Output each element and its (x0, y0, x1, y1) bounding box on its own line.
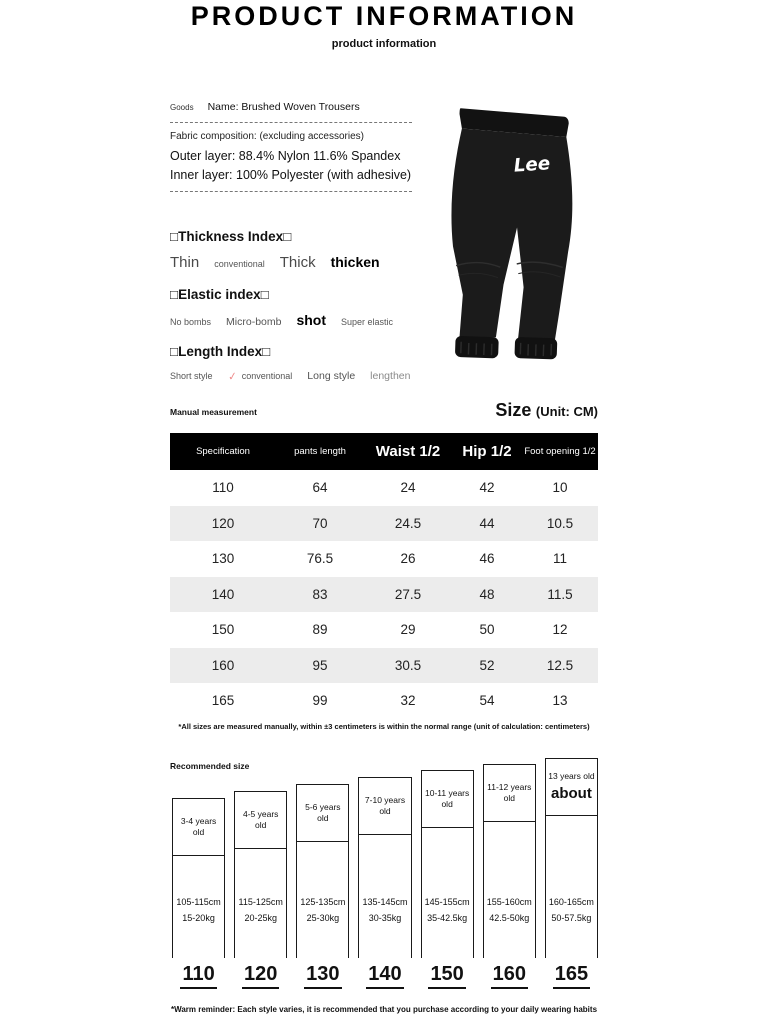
size-table (170, 433, 598, 719)
option-long-style: Long style (307, 370, 356, 382)
option-super-elastic: Super elastic (341, 317, 394, 327)
cell-hip: 44 (479, 515, 495, 531)
dashed-divider (170, 122, 412, 123)
size-number: 110 (172, 963, 225, 989)
age-label: 5-6 years old (305, 801, 341, 823)
size-label: Size (495, 400, 532, 420)
dashed-divider (170, 191, 412, 192)
cell-waist: 29 (400, 622, 416, 638)
weight-range: 50-57.5kg (551, 912, 592, 923)
height-range: 105-115cm (176, 897, 221, 908)
cell-spec: 150 (211, 622, 235, 638)
table-row (170, 470, 598, 506)
age-label: 3-4 years old (180, 815, 217, 837)
goods-name: Name: Brushed Woven Trousers (207, 101, 360, 113)
goods-name-line (170, 101, 412, 113)
size-unit-label (495, 400, 598, 421)
cell-hip: 42 (479, 480, 495, 496)
recommended-column (234, 791, 287, 958)
range-box (296, 842, 349, 958)
recommended-column (172, 798, 225, 958)
cell-spec: 165 (211, 693, 235, 709)
age-label: 4-5 years old (242, 808, 279, 830)
option-micro-bomb: Micro-bomb (226, 316, 282, 328)
cell-waist: 24 (400, 480, 416, 496)
option-lengthen: lengthen (370, 370, 411, 382)
elastic-index-title: □Elastic index□ (170, 287, 269, 302)
option-thin: Thin (170, 254, 200, 271)
selected-check-icon: ✓ (226, 370, 238, 384)
range-box (358, 835, 411, 958)
size-number: 120 (234, 963, 287, 989)
age-box (358, 777, 411, 835)
recommended-size-label: Recommended size (170, 761, 250, 771)
col-header-waist: Waist 1/2 (375, 443, 441, 460)
cell-spec: 160 (211, 657, 235, 673)
cell-length: 70 (312, 515, 328, 531)
table-row (170, 577, 598, 613)
cell-spec: 110 (212, 480, 234, 496)
index-sections (170, 229, 450, 398)
cell-waist: 24.5 (394, 515, 422, 531)
height-range: 135-145cm (362, 897, 408, 908)
cell-hip: 52 (479, 657, 495, 673)
table-row (170, 648, 598, 684)
height-range: 160-165cm (548, 897, 594, 908)
fabric-composition-heading: Fabric composition: (excluding accessories) (170, 131, 364, 142)
age-label-about: about (551, 784, 592, 802)
height-range: 125-135cm (300, 897, 346, 908)
age-label: 13 years old (548, 770, 595, 781)
cell-spec: 130 (211, 551, 235, 567)
size-number: 130 (296, 963, 349, 989)
goods-info-block (170, 101, 412, 200)
recommended-column (483, 764, 536, 958)
cell-foot: 10.5 (546, 515, 574, 531)
table-row (170, 541, 598, 577)
length-index-group (170, 344, 450, 382)
length-options-row (170, 369, 450, 382)
option-shot-selected: shot (296, 312, 327, 328)
cell-spec: 120 (211, 515, 235, 531)
age-box (296, 784, 349, 842)
age-label: 7-10 years old (364, 794, 406, 816)
age-label: 10-11 years old (425, 787, 470, 809)
weight-range: 30-35kg (368, 912, 402, 923)
unit-label: (Unit: CM) (535, 404, 598, 419)
cell-foot: 12 (552, 622, 568, 638)
elastic-options-row (170, 312, 450, 328)
col-header-hip: Hip 1/2 (462, 443, 512, 460)
page-title: PRODUCT INFORMATION (190, 1, 578, 31)
age-label: 11-12 years old (487, 781, 532, 803)
cell-hip: 48 (479, 586, 495, 602)
cell-length: 99 (312, 693, 328, 709)
col-header-foot-opening: Foot opening 1/2 (524, 446, 596, 457)
goods-label: Goods (170, 103, 194, 112)
cell-waist: 32 (400, 693, 416, 709)
length-index-title: □Length Index□ (170, 344, 271, 359)
cell-spec: 140 (211, 586, 235, 602)
size-number: 150 (421, 963, 474, 989)
recommended-size-numbers (172, 963, 598, 989)
warm-reminder-note: *Warm reminder: Each style varies, it is recommended that you purchase according to your daily wearing habits (170, 1005, 598, 1014)
range-box (421, 828, 474, 958)
age-box (234, 791, 287, 849)
measurement-note: *All sizes are measured manually, within ±3 centimeters is within the normal range (unit of calculation: centimeters) (178, 722, 590, 731)
option-no-bombs: No bombs (170, 317, 212, 327)
size-number: 160 (483, 963, 536, 989)
thickness-index-title: □Thickness Index□ (170, 229, 292, 244)
inner-layer-text: Inner layer: 100% Polyester (with adhesive) (170, 168, 412, 182)
option-short-style: Short style (170, 371, 213, 381)
size-section-header (170, 400, 598, 421)
size-number: 140 (358, 963, 411, 989)
table-row (170, 506, 598, 542)
weight-range: 42.5-50kg (489, 912, 530, 923)
age-box (483, 764, 536, 822)
recommended-column (421, 770, 474, 958)
height-range: 115-125cm (238, 897, 283, 908)
manual-measurement-label: Manual measurement (170, 407, 257, 417)
col-header-specification: Specification (196, 446, 250, 457)
range-box (483, 822, 536, 958)
cell-waist: 30.5 (394, 657, 422, 673)
weight-range: 25-30kg (306, 912, 340, 923)
cell-length: 83 (312, 586, 328, 602)
cell-foot: 11 (552, 551, 567, 567)
recommended-column (358, 777, 411, 958)
option-thicken-selected: thicken (330, 254, 380, 270)
weight-range: 20-25kg (244, 912, 277, 923)
cell-foot: 11.5 (547, 586, 573, 602)
outer-layer-text: Outer layer: 88.4% Nylon 11.6% Spandex (170, 149, 401, 163)
cell-length: 64 (312, 480, 328, 496)
cell-hip: 46 (479, 551, 495, 567)
cell-hip: 54 (479, 693, 495, 709)
height-range: 145-155cm (424, 897, 470, 908)
size-number: 165 (545, 963, 598, 989)
size-table-header-row (170, 433, 598, 470)
cell-waist: 26 (400, 551, 416, 567)
option-thick: Thick (279, 254, 316, 271)
elastic-index-group (170, 287, 450, 328)
range-box (545, 816, 598, 958)
thickness-options-row (170, 254, 450, 271)
cell-length: 89 (312, 622, 328, 638)
table-row (170, 683, 598, 719)
cell-length: 95 (312, 657, 328, 673)
recommended-column (545, 758, 598, 958)
table-row (170, 612, 598, 648)
recommended-column (296, 784, 349, 958)
page-subtitle: product information (331, 38, 437, 50)
option-conventional-selected: conventional (241, 371, 293, 381)
cell-foot: 10 (552, 480, 568, 496)
height-range: 155-160cm (486, 897, 532, 908)
cell-foot: 13 (552, 693, 568, 709)
cell-foot: 12.5 (546, 657, 574, 673)
col-header-pants-length: pants length (294, 446, 346, 457)
brand-logo-text: Lee (513, 153, 551, 177)
cell-hip: 50 (479, 622, 495, 638)
age-box (172, 798, 225, 856)
range-box (172, 856, 225, 958)
weight-range: 35-42.5kg (427, 912, 468, 923)
age-box (545, 758, 598, 816)
weight-range: 15-20kg (182, 912, 215, 923)
age-box (421, 770, 474, 828)
cell-length: 76.5 (306, 551, 334, 567)
recommended-size-grid (172, 758, 598, 958)
cell-waist: 27.5 (394, 586, 422, 602)
thickness-index-group (170, 229, 450, 271)
range-box (234, 849, 287, 958)
option-conventional: conventional (214, 259, 265, 269)
